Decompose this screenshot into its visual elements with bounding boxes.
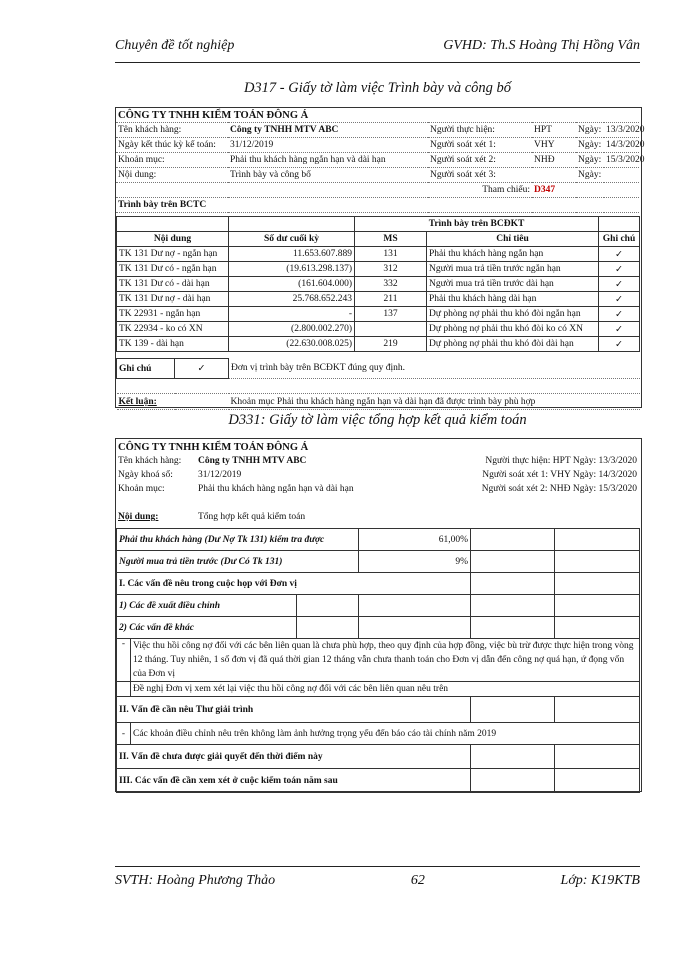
d331-s1-2-suggest: Đề nghị Đơn vị xem xét lại việc thu hồi công nợ đối với các bên liên quan nêu trên (131, 682, 640, 697)
row-code: 332 (355, 277, 427, 292)
row-item: Phải thu khách hàng dài hạn (427, 292, 599, 307)
row-item: Người mua trả tiền trước dài hạn (427, 277, 599, 292)
d317-note-tick: ✓ (175, 359, 229, 379)
d317-period: 31/12/2019 (228, 138, 428, 153)
d331-s4: III. Các vấn đề cần xem xét ở cuộc kiểm toán năm sau (117, 769, 471, 793)
row-code: 312 (355, 262, 427, 277)
row-content: TK 22931 - ngắn hạn (117, 307, 229, 322)
row-note: ✓ (599, 262, 640, 277)
d317-reviewer1-label: Người soát xét 1: (428, 138, 532, 153)
d317-conclusion: Khoản mục Phải thu khách hàng ngắn hạn và dài hạn đã được trình bày phù hợp (229, 394, 640, 410)
d331-period-label: Ngày khoá sổ: (118, 470, 173, 480)
d317-title: D317 - Giấy tờ làm việc Trình bày và công bố (243, 80, 512, 96)
d331-metric2-label: Người mua trả tiền trước (Dư Có Tk 131) (117, 551, 359, 573)
d331-item-label: Khoản mục: (118, 484, 165, 494)
table-row (117, 292, 640, 307)
table-row (117, 247, 640, 262)
d331-reviewer2: Người soát xét 2: NHĐ Ngày: 15/3/2020 (481, 484, 637, 494)
row-code: 211 (355, 292, 427, 307)
table-row (117, 307, 640, 322)
d317-period-label: Ngày kết thúc kỳ kế toán: (116, 138, 228, 153)
page-header (115, 38, 640, 63)
table-row (117, 322, 640, 337)
row-note: ✓ (599, 322, 640, 337)
row-note: ✓ (599, 247, 640, 262)
d331-title: D331: Giấy tờ làm việc tổng hợp kết quả kiểm toán (228, 412, 527, 428)
d331-dash-2: - (117, 723, 131, 745)
d331-company: CÔNG TY TNHH KIỂM TOÁN ĐÔNG Á (118, 441, 309, 453)
d331-period: 31/12/2019 (198, 470, 242, 480)
d331-metric1: 61,00% (359, 529, 471, 551)
row-note: ✓ (599, 337, 640, 352)
d331-s1-2: 2) Các vấn đề khác (117, 617, 297, 639)
d331-s1-2-text: Việc thu hồi công nợ đối với các bên liên quan là chưa phù hợp, theo quy định của hợp đồng, việc bù trừ được thực hiện trong vòng 12 tháng. Tuy nhiên, 1 số đơn vị đã quá thời gian 12 tháng vẫn chưa thanh toán cho Đơn vị dẫn đến công nợ quá hạn, ứ đọng vốn của Đơn vị (131, 639, 640, 682)
d331-body-table (116, 528, 640, 793)
d317-date-label-3: Ngày: (576, 153, 604, 168)
d317-reviewer2-label: Người soát xét 2: (428, 153, 532, 168)
header-right: GVHD: Th.S Hoàng Thị Hồng Vân (443, 38, 640, 53)
d317-col-note: Ghi chú (599, 232, 640, 247)
d331-metric2: 9% (359, 551, 471, 573)
table-row (117, 277, 640, 292)
d317-ref-label: Tham chiếu: (428, 183, 532, 198)
row-balance: 11.653.607.889 (229, 247, 355, 262)
d317-ref: D347 (532, 183, 576, 198)
d317-data-table (116, 216, 640, 352)
row-balance: 25.768.652.243 (229, 292, 355, 307)
d331-s1: I. Các vấn đề nêu trong cuộc họp với Đơn vị (117, 573, 471, 595)
row-code: 137 (355, 307, 427, 322)
d317-company: CÔNG TY TNHH KIỂM TOÁN ĐÔNG Á (116, 108, 639, 123)
row-content: TK 131 Dư có - dài hạn (117, 277, 229, 292)
header-left: Chuyên đề tốt nghiệp (115, 38, 235, 53)
d331-client: Công ty TNHH MTV ABC (198, 456, 307, 466)
table-row (117, 262, 640, 277)
d317-date-label-4: Ngày: (576, 168, 604, 183)
d317-col-balance: Số dư cuối kỳ (229, 232, 355, 247)
d317-preparer-label: Người thực hiện: (428, 123, 532, 138)
d331-content-label: Nội dung: (118, 512, 159, 522)
d317-item: Phải thu khách hàng ngắn hạn và dài hạn (228, 153, 428, 168)
row-content: TK 131 Dư nợ - dài hạn (117, 292, 229, 307)
d317-date2: 14/3/2020 (604, 138, 639, 153)
row-balance: (161.604.000) (229, 277, 355, 292)
footer-left: SVTH: Hoàng Phương Thảo (115, 873, 276, 888)
d317-content: Trình bày và công bố (228, 168, 428, 183)
d317-client-label: Tên khách hàng: (116, 123, 228, 138)
table-row (117, 337, 640, 352)
row-balance: (19.613.298.137) (229, 262, 355, 277)
d317-date3: 15/3/2020 (604, 153, 639, 168)
d317-reviewer1: VHY (532, 138, 576, 153)
footer-right: Lớp: K19KTB (560, 873, 640, 888)
row-note: ✓ (599, 292, 640, 307)
d317-col-code: MS (355, 232, 427, 247)
d317-note-label: Ghi chú (117, 359, 175, 379)
row-item: Dự phòng nợ phải thu khó đòi ngắn hạn (427, 307, 599, 322)
d317-date-label-2: Ngày: (576, 138, 604, 153)
d331-s2: II. Vấn đề cần nêu Thư giải trình (117, 697, 471, 723)
row-item: Dự phòng nợ phải thu khó đòi dài hạn (427, 337, 599, 352)
row-content: TK 22934 - ko có XN (117, 322, 229, 337)
d331-item: Phải thu khách hàng ngắn hạn và dài hạn (198, 484, 354, 494)
d317-reviewer2: NHĐ (532, 153, 576, 168)
d317-conclusion-label: Kết luận: (117, 394, 229, 410)
d317-col-content: Nội dung (117, 232, 229, 247)
d331-s1-1: 1) Các đề xuất điều chỉnh (117, 595, 297, 617)
row-item: Người mua trả tiền trước ngắn hạn (427, 262, 599, 277)
row-note: ✓ (599, 307, 640, 322)
row-balance: (2.800.002.270) (229, 322, 355, 337)
d331-s3: II. Vấn đề chưa được giải quyết đến thời điểm này (117, 745, 471, 769)
d317-reviewer3-label: Người soát xét 3: (428, 168, 532, 183)
d331-content: Tổng hợp kết quả kiểm toán (198, 512, 306, 522)
d331-dash-1: - (117, 639, 131, 682)
d317-preparer: HPT (532, 123, 576, 138)
row-code: 131 (355, 247, 427, 262)
d331-metric1-label: Phải thu khách hàng (Dư Nợ Tk 131) kiểm tra được (117, 529, 359, 551)
d317-item-label: Khoản mục: (116, 153, 228, 168)
d317-col-item: Chỉ tiêu (427, 232, 599, 247)
row-item: Phải thu khách hàng ngắn hạn (427, 247, 599, 262)
d317-group-header: Trình bày trên BCĐKT (355, 217, 599, 232)
row-content: TK 131 Dư nợ - ngắn hạn (117, 247, 229, 262)
row-content: TK 131 Dư có - ngắn hạn (117, 262, 229, 277)
d331-client-label: Tên khách hàng: (118, 456, 182, 466)
page-footer (115, 866, 640, 895)
row-code (355, 322, 427, 337)
row-item: Dự phòng nợ phải thu khó đòi ko có XN (427, 322, 599, 337)
d317-note-text: Đơn vị trình bày trên BCĐKT đúng quy định. (229, 359, 640, 379)
row-balance: (22.630.008.025) (229, 337, 355, 352)
d317-date-label-1: Ngày: (576, 123, 604, 138)
d331-info-table (116, 440, 639, 524)
d317-content-label: Nội dung: (116, 168, 228, 183)
d331-s2-text: Các khoản điều chỉnh nêu trên không làm ảnh hưởng trọng yếu đến báo cáo tài chính năm 2019 (131, 723, 640, 745)
d317-date1: 13/3/2020 (604, 123, 639, 138)
row-note: ✓ (599, 277, 640, 292)
d317-notes-table (116, 358, 640, 410)
row-content: TK 139 - dài hạn (117, 337, 229, 352)
d317-info-table (116, 108, 645, 213)
d331-reviewer1: Người soát xét 1: VHY Ngày: 14/3/2020 (482, 470, 637, 480)
d317-client: Công ty TNHH MTV ABC (228, 123, 428, 138)
d331-preparer: Người thực hiện: HPT Ngày: 13/3/2020 (485, 456, 637, 466)
d317-section: Trình bày trên BCTC (116, 198, 639, 213)
row-code: 219 (355, 337, 427, 352)
page-number: 62 (410, 873, 425, 888)
row-balance: - (229, 307, 355, 322)
